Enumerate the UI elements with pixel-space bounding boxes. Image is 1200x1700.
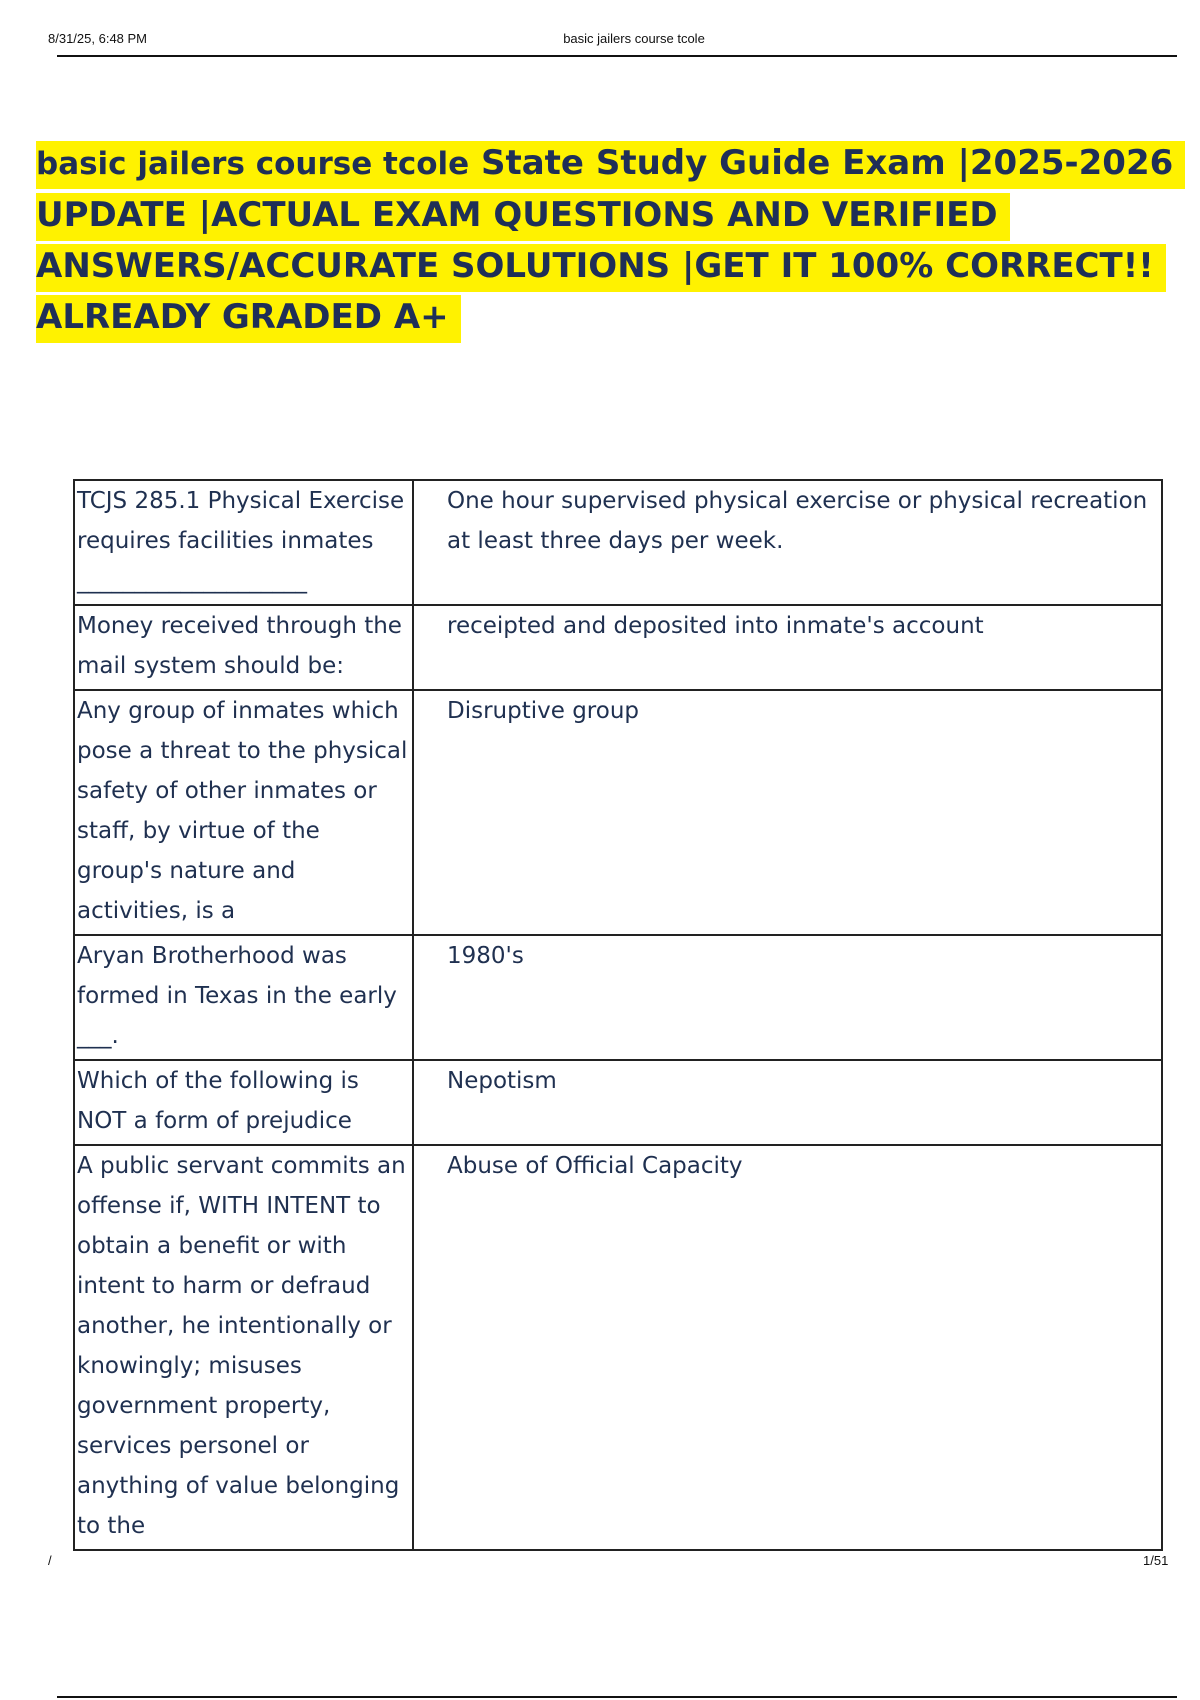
table-row	[74, 935, 1162, 1060]
table-row	[74, 605, 1162, 690]
header-rule	[57, 55, 1177, 57]
question-cell: A public servant commits an offense if, WITH INTENT to obtain a benefit or with intent to harm or defraud another, he intentionally or knowingly; misuses government property, services personel or anything of value belonging to the	[74, 1145, 413, 1550]
footer-left-mark: /	[48, 1553, 52, 1568]
question-cell: Aryan Brotherhood was formed in Texas in the early ___.	[74, 935, 413, 1060]
table-row	[74, 1060, 1162, 1145]
table-row	[74, 690, 1162, 935]
answer-cell: Abuse of Official Capacity	[413, 1145, 1162, 1550]
qa-table	[73, 479, 1163, 1551]
print-page-title: basic jailers course tcole	[563, 31, 705, 46]
title-course-name: basic jailers course tcole	[36, 146, 470, 182]
answer-cell: receipted and deposited into inmate's account	[413, 605, 1162, 690]
question-cell: Money received through the mail system should be:	[74, 605, 413, 690]
print-header	[0, 0, 1200, 60]
table-row	[74, 1145, 1162, 1550]
answer-cell: One hour supervised physical exercise or physical recreation at least three days per week.	[413, 480, 1162, 605]
answer-cell: Nepotism	[413, 1060, 1162, 1145]
question-cell: Which of the following is NOT a form of prejudice	[74, 1060, 413, 1145]
page-number: 1/51	[1143, 1553, 1169, 1568]
title-description: State Study Guide Exam |2025-2026 UPDATE |ACTUAL EXAM QUESTIONS AND VERIFIED ANSWERS/ACCURATE SOLUTIONS |GET IT 100% CORRECT!! ALREADY GRADED A+	[36, 143, 1174, 337]
bottom-rule	[57, 1696, 1177, 1698]
question-cell: TCJS 285.1 Physical Exercise requires facilities inmates ____________________	[74, 480, 413, 605]
answer-cell: 1980's	[413, 935, 1162, 1060]
print-date: 8/31/25, 6:48 PM	[48, 31, 148, 46]
question-cell: Any group of inmates which pose a threat to the physical safety of other inmates or staff, by virtue of the group's nature and activities, is a	[74, 690, 413, 935]
document-title	[36, 138, 1186, 343]
answer-cell: Disruptive group	[413, 690, 1162, 935]
table-row	[74, 480, 1162, 605]
